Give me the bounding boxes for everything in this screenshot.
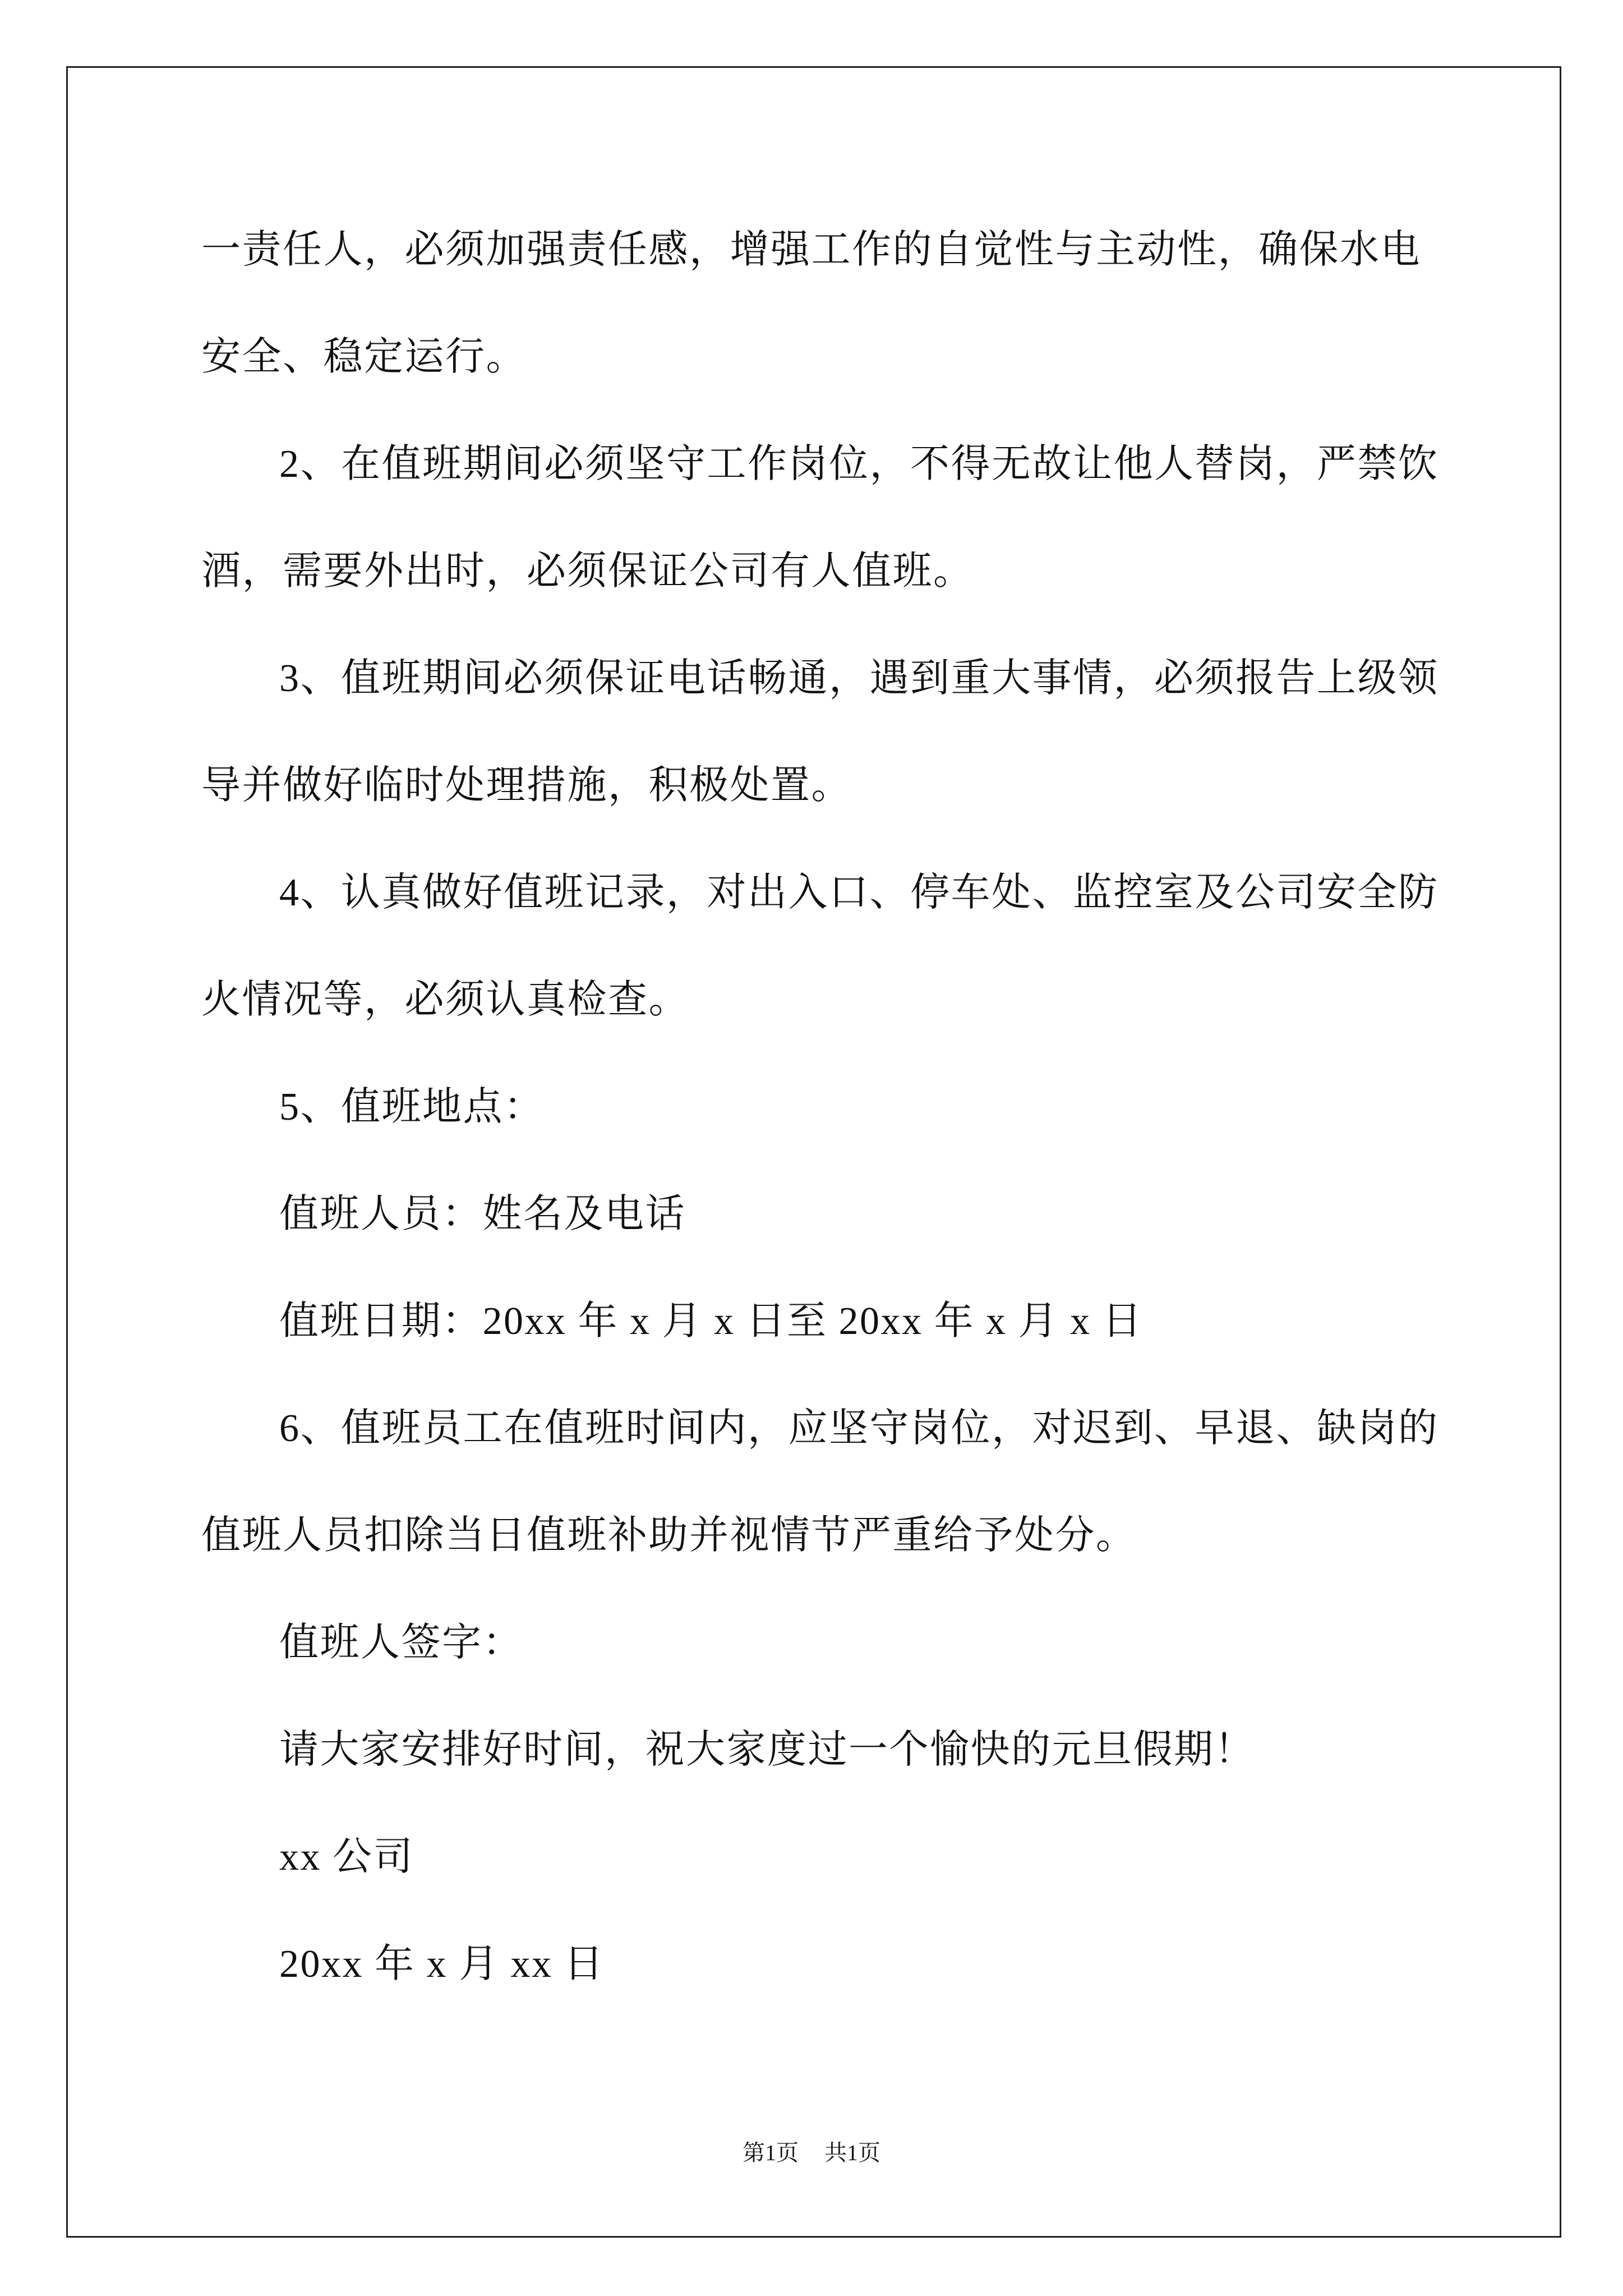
text-line: 2、在值班期间必须坚守工作岗位，不得无故让他人替岗，严禁饮 (279, 443, 1439, 486)
paragraph (201, 411, 1491, 625)
text-line: 20xx 年 x 月 xx 日 (279, 1943, 605, 1986)
paragraph (201, 1161, 1491, 1268)
paragraph (201, 1803, 1491, 1911)
paragraph (201, 839, 1491, 1053)
text-line: 值班日期：20xx 年 x 月 x 日至 20xx 年 x 月 x 日 (279, 1300, 1143, 1343)
text-line: 一责任人，必须加强责任感，增强工作的自觉性与主动性，确保水电 (201, 228, 1421, 272)
text-line: 酒，需要外出时，必须保证公司有人值班。 (201, 550, 974, 593)
text-line: 火情况等，必须认真检查。 (201, 978, 689, 1022)
page-number: 第1页 (743, 2140, 799, 2165)
text-line: 值班人员：姓名及电话 (279, 1193, 686, 1236)
text-line: 3、值班期间必须保证电话畅通，遇到重大事情，必须报告上级领 (279, 657, 1439, 700)
text-line: 安全、稳定运行。 (201, 335, 527, 379)
text-line: 值班人员扣除当日值班补助并视情节严重给予处分。 (201, 1514, 1137, 1557)
text-line: 请大家安排好时间，祝大家度过一个愉快的元旦假期！ (279, 1728, 1255, 1772)
text-line: 6、值班员工在值班时间内，应坚守岗位，对迟到、早退、缺岗的 (279, 1407, 1439, 1450)
paragraph (201, 1375, 1491, 1589)
text-line: 导并做好临时处理措施，积极处置。 (201, 764, 852, 807)
text-line: 5、值班地点： (279, 1085, 545, 1129)
document-body (201, 196, 1491, 2018)
paragraph (201, 196, 1491, 411)
page-total: 共1页 (824, 2140, 880, 2165)
paragraph (201, 1268, 1491, 1375)
text-line: xx 公司 (279, 1835, 414, 1879)
paragraph (201, 1053, 1491, 1161)
text-line: 4、认真做好值班记录，对出入口、停车处、监控室及公司安全防 (279, 871, 1439, 914)
text-line: 值班人签字： (279, 1621, 523, 1664)
paragraph (201, 1589, 1491, 1696)
page-footer (0, 2137, 1623, 2169)
paragraph (201, 1911, 1491, 2018)
paragraph (201, 1696, 1491, 1803)
paragraph (201, 625, 1491, 839)
